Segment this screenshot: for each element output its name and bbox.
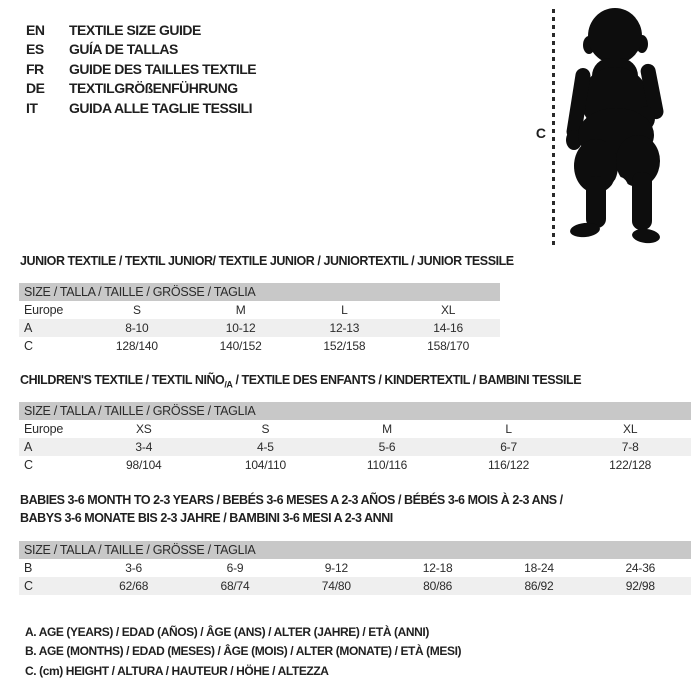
size-header-row: SIZE / TALLA / TAILLE / GRÖSSE / TAGLIA bbox=[19, 283, 500, 301]
table-cell: 116/122 bbox=[488, 458, 530, 472]
table-cell: M bbox=[382, 422, 392, 436]
table-cell: 128/140 bbox=[115, 339, 158, 353]
babies-title-line-2: BABYS 3-6 MONATE BIS 2-3 JAHRE / BAMBINI 3-6 MESI A 2-3 ANNI bbox=[20, 510, 393, 525]
language-title: GUÍA DE TALLAS bbox=[69, 41, 178, 58]
language-row-de bbox=[26, 79, 256, 99]
table-cell: 98/104 bbox=[126, 458, 162, 472]
table-cell: 3-6 bbox=[125, 561, 143, 575]
table-cell: 152/158 bbox=[323, 339, 366, 353]
language-code: FR bbox=[26, 60, 44, 77]
table-cell: 12-13 bbox=[329, 321, 360, 335]
row-label: C bbox=[24, 339, 33, 353]
table-row-europe bbox=[19, 420, 691, 438]
children-title-subscript: /A bbox=[224, 379, 233, 390]
table-row-age bbox=[19, 438, 691, 456]
babies-title-line-1: BABIES 3-6 MONTH TO 2-3 YEARS / BEBÉS 3-6 MESES A 2-3 AÑOS / BÉBÉS 3-6 MOIS À 2-3 ANS / bbox=[20, 493, 563, 507]
row-label: A bbox=[24, 321, 33, 335]
language-row-en bbox=[26, 20, 256, 40]
table-cell: 3-4 bbox=[135, 440, 153, 454]
height-measure-dashed-line bbox=[552, 9, 555, 245]
table-cell: XL bbox=[623, 422, 638, 436]
junior-section-title: JUNIOR TEXTILE / TEXTIL JUNIOR/ TEXTILE JUNIOR / JUNIORTEXTIL / JUNIOR TESSILE bbox=[20, 254, 514, 268]
table-cell: L bbox=[341, 303, 348, 317]
footnote-age-months: B. AGE (MONTHS) / EDAD (MESES) / ÂGE (MOIS) / ALTER (MONATE) / ETÀ (MESI) bbox=[25, 644, 462, 659]
table-cell: 7-8 bbox=[621, 440, 639, 454]
table-cell: 4-5 bbox=[257, 440, 274, 454]
children-title-prefix: CHILDREN'S TEXTILE / TEXTIL NIÑO bbox=[20, 373, 225, 387]
language-code: ES bbox=[26, 41, 44, 58]
table-cell: 8-10 bbox=[125, 321, 149, 335]
table-cell: 14-16 bbox=[433, 321, 463, 335]
footnote-age-years: A. AGE (YEARS) / EDAD (AÑOS) / ÂGE (ANS) / ALTER (JAHRE) / ETÀ (ANNI) bbox=[25, 625, 429, 639]
table-cell: 10-12 bbox=[225, 321, 256, 335]
table-cell: 12-18 bbox=[422, 561, 453, 575]
junior-size-table bbox=[19, 283, 500, 355]
table-row-europe bbox=[19, 301, 500, 319]
language-row-it bbox=[26, 98, 256, 118]
footnote-height-cm: C. (cm) HEIGHT / ALTURA / HAUTEUR / HÖHE / ALTEZZA bbox=[25, 663, 329, 678]
row-label: C bbox=[24, 458, 33, 472]
children-title-suffix: / TEXTILE DES ENFANTS / KINDERTEXTIL / BAMBINI TESSILE bbox=[232, 373, 582, 387]
table-row-age bbox=[19, 319, 500, 337]
language-code: IT bbox=[26, 99, 38, 116]
table-cell: 86/92 bbox=[524, 579, 554, 593]
table-cell: 68/74 bbox=[220, 579, 250, 593]
table-cell: 9-12 bbox=[324, 561, 348, 575]
table-cell: M bbox=[235, 303, 246, 317]
table-cell: S bbox=[261, 422, 270, 436]
language-title: GUIDE DES TAILLES TEXTILE bbox=[69, 60, 257, 77]
table-cell: 140/152 bbox=[219, 339, 262, 353]
babies-section-title bbox=[20, 492, 563, 527]
language-title: GUIDA ALLE TAGLIE TESSILI bbox=[69, 99, 252, 116]
legend-footnotes bbox=[25, 625, 461, 683]
row-label: B bbox=[24, 561, 33, 575]
language-row-fr bbox=[26, 59, 256, 79]
table-cell: 122/128 bbox=[609, 458, 652, 472]
table-cell: 24-36 bbox=[625, 561, 656, 575]
children-section-title bbox=[20, 372, 581, 394]
table-cell: 80/86 bbox=[423, 579, 453, 593]
table-cell: 62/68 bbox=[119, 579, 149, 593]
table-cell: 6-7 bbox=[500, 440, 517, 454]
table-cell: 5-6 bbox=[378, 440, 396, 454]
table-cell: 74/80 bbox=[321, 579, 351, 593]
table-cell: 104/110 bbox=[244, 458, 286, 472]
table-cell: 110/116 bbox=[366, 458, 408, 472]
row-label: Europe bbox=[24, 422, 64, 436]
table-cell: S bbox=[132, 303, 141, 317]
table-cell: XL bbox=[440, 303, 456, 317]
table-row-height bbox=[19, 577, 691, 595]
row-label: A bbox=[24, 440, 33, 454]
table-cell: XS bbox=[135, 422, 152, 436]
language-title: TEXTILE SIZE GUIDE bbox=[69, 21, 201, 38]
language-title: TEXTILGRÖßENFÜHRUNG bbox=[69, 80, 238, 97]
table-cell: 158/170 bbox=[427, 339, 470, 353]
children-size-table bbox=[19, 402, 691, 474]
size-header-row: SIZE / TALLA / TAILLE / GRÖSSE / TAGLIA bbox=[19, 541, 691, 559]
row-label: Europe bbox=[24, 303, 64, 317]
height-measure-label: C bbox=[535, 125, 546, 141]
table-row-height bbox=[19, 337, 500, 355]
language-title-list bbox=[26, 20, 256, 118]
table-cell: 18-24 bbox=[524, 561, 554, 575]
table-cell: L bbox=[505, 422, 512, 436]
table-row-height bbox=[19, 456, 691, 474]
table-row-age-months bbox=[19, 559, 691, 577]
size-header-row: SIZE / TALLA / TAILLE / GRÖSSE / TAGLIA bbox=[19, 402, 691, 420]
table-cell: 6-9 bbox=[226, 561, 244, 575]
language-code: DE bbox=[26, 80, 45, 97]
language-code: EN bbox=[26, 21, 45, 38]
table-cell: 92/98 bbox=[625, 579, 655, 593]
language-row-es bbox=[26, 40, 256, 60]
babies-size-table bbox=[19, 541, 691, 595]
toddler-silhouette-icon bbox=[557, 8, 669, 244]
row-label: C bbox=[24, 579, 33, 593]
